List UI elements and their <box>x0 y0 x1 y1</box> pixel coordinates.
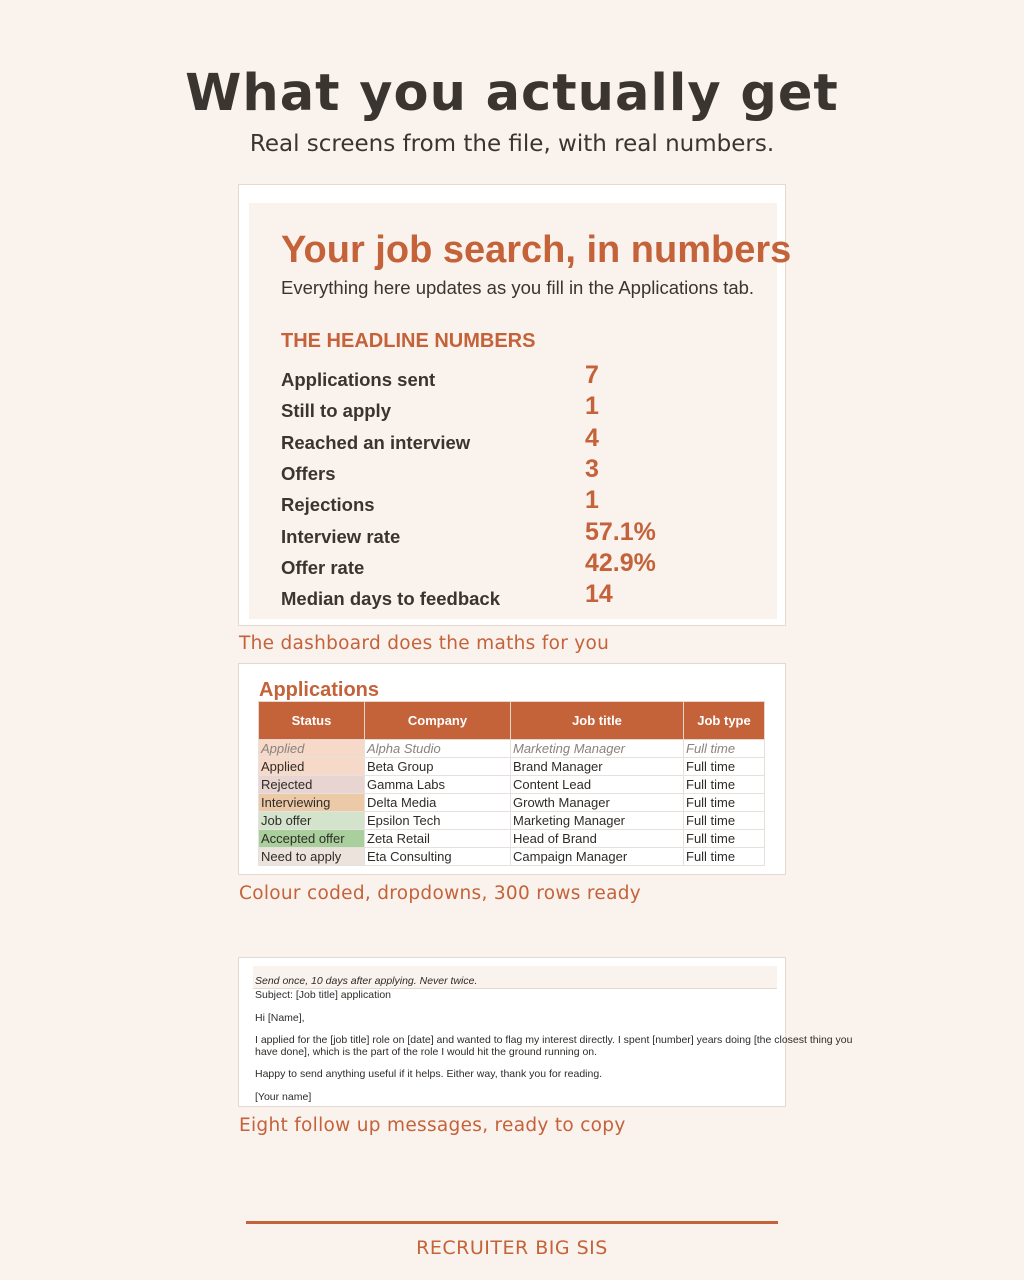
dashboard-title: Your job search, in numbers <box>281 229 792 271</box>
table-row[interactable] <box>259 776 765 794</box>
company-cell[interactable]: Zeta Retail <box>365 830 511 848</box>
job-type-cell[interactable]: Full time <box>684 812 765 830</box>
metric-row <box>281 455 761 486</box>
message-paragraph-1: I applied for the [job title] role on [date] and wanted to flag my interest directly. I spent [number] years doing [the closest thing you have done], which is the part of the role I would hit the ground running on. <box>255 1034 853 1058</box>
job-type-cell[interactable]: Full time <box>684 776 765 794</box>
dashboard-subtitle: Everything here updates as you fill in the Applications tab. <box>281 277 755 298</box>
message-subject: Subject: [Job title] application <box>255 989 391 1001</box>
metric-label: Still to apply <box>281 400 391 422</box>
metric-label: Offer rate <box>281 556 365 578</box>
headline-numbers-heading: THE HEADLINE NUMBERS <box>281 330 536 352</box>
column-header-company: Company <box>365 702 511 740</box>
metric-value: 42.9% <box>585 548 656 577</box>
message-note: Send once, 10 days after applying. Never twice. <box>253 966 777 989</box>
message-screenshot <box>238 957 853 1107</box>
metric-label: Applications sent <box>281 369 436 390</box>
metric-value: 7 <box>585 361 599 389</box>
metric-row <box>281 424 761 455</box>
status-cell[interactable]: Accepted offer <box>259 830 365 848</box>
table-row[interactable] <box>259 830 765 848</box>
metric-value: 1 <box>585 486 599 515</box>
applications-screenshot <box>238 663 786 875</box>
page-subtitle: Real screens from the file, with real numbers. <box>249 131 775 157</box>
metric-row <box>281 549 761 580</box>
status-cell[interactable]: Interviewing <box>259 794 365 812</box>
message-signoff: [Your name] <box>255 1090 312 1103</box>
table-row[interactable] <box>259 812 765 830</box>
metric-label: Offers <box>281 462 336 484</box>
metric-label: Rejections <box>281 494 375 516</box>
job-type-cell[interactable]: Full time <box>684 794 765 812</box>
column-header-status: Status <box>259 702 365 740</box>
metric-row <box>281 580 761 611</box>
metric-value: 1 <box>585 392 599 421</box>
dashboard-screenshot <box>238 184 792 626</box>
message-template <box>253 966 853 1103</box>
metric-value: 3 <box>585 454 599 483</box>
applications-caption: Colour coded, dropdowns, 300 rows ready <box>239 883 642 904</box>
status-cell[interactable]: Applied <box>259 758 365 776</box>
table-header-row <box>259 702 765 740</box>
table-row[interactable] <box>259 740 765 758</box>
message-caption: Eight follow up messages, ready to copy <box>239 1115 626 1136</box>
message-greeting: Hi [Name], <box>255 1011 305 1024</box>
company-cell[interactable]: Delta Media <box>365 794 511 812</box>
metric-row <box>281 392 761 423</box>
job-title-cell[interactable]: Marketing Manager <box>511 812 684 830</box>
job-title-cell[interactable]: Growth Manager <box>511 794 684 812</box>
company-cell[interactable]: Beta Group <box>365 758 511 776</box>
metric-value: 4 <box>585 423 599 452</box>
metric-value: 14 <box>585 580 613 609</box>
metric-value: 57.1% <box>585 517 656 546</box>
job-type-cell[interactable]: Full time <box>684 830 765 848</box>
status-cell[interactable]: Rejected <box>259 776 365 794</box>
status-cell[interactable]: Job offer <box>259 812 365 830</box>
job-type-cell[interactable]: Full time <box>684 848 765 866</box>
company-cell[interactable]: Epsilon Tech <box>365 812 511 830</box>
job-title-cell[interactable]: Brand Manager <box>511 758 684 776</box>
column-header-job-title: Job title <box>511 702 684 740</box>
status-cell[interactable]: Need to apply <box>259 848 365 866</box>
job-title-cell[interactable]: Content Lead <box>511 776 684 794</box>
metric-label: Reached an interview <box>281 431 471 453</box>
footer-divider <box>246 1221 778 1224</box>
status-cell[interactable]: Applied <box>259 740 365 758</box>
footer-brand: RECRUITER BIG SIS <box>416 1237 608 1259</box>
metric-row <box>281 361 761 392</box>
applications-table <box>258 701 765 866</box>
applications-title: Applications <box>259 679 380 701</box>
table-row[interactable] <box>259 758 765 776</box>
metric-row <box>281 518 761 549</box>
job-type-cell[interactable]: Full time <box>684 740 765 758</box>
job-type-cell[interactable]: Full time <box>684 758 765 776</box>
company-cell[interactable]: Alpha Studio <box>365 740 511 758</box>
metric-label: Median days to feedback <box>281 588 500 610</box>
metric-row <box>281 486 761 517</box>
dashboard-caption: The dashboard does the maths for you <box>239 633 610 654</box>
table-row[interactable] <box>259 794 765 812</box>
page-title: What you actually get <box>185 64 839 123</box>
company-cell[interactable]: Eta Consulting <box>365 848 511 866</box>
job-title-cell[interactable]: Marketing Manager <box>511 740 684 758</box>
table-row[interactable] <box>259 848 765 866</box>
column-header-job-type: Job type <box>684 702 765 740</box>
metric-label: Interview rate <box>281 525 401 547</box>
job-title-cell[interactable]: Campaign Manager <box>511 848 684 866</box>
dashboard-sheet <box>249 203 792 619</box>
company-cell[interactable]: Gamma Labs <box>365 776 511 794</box>
message-paragraph-2: Happy to send anything useful if it helps. Either way, thank you for reading. <box>255 1068 603 1080</box>
job-title-cell[interactable]: Head of Brand <box>511 830 684 848</box>
